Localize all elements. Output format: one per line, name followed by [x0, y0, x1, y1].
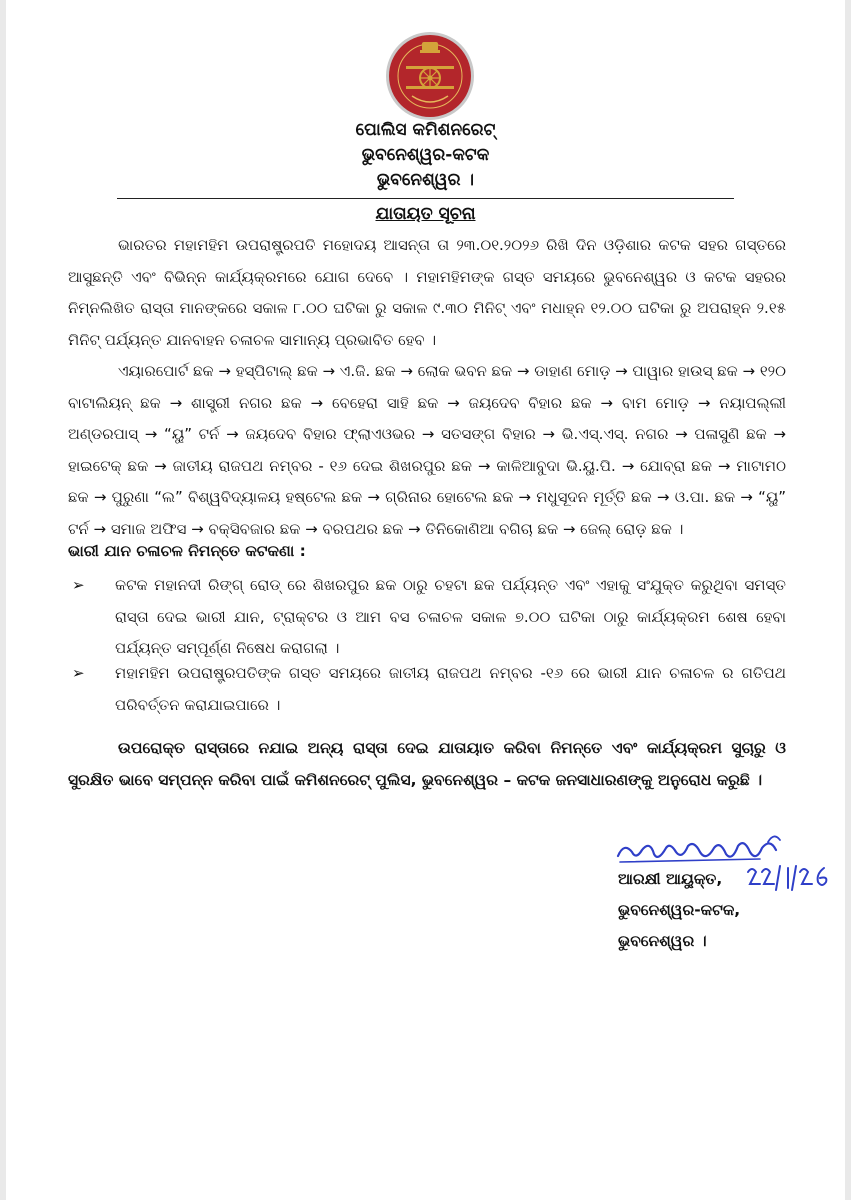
restriction-item [68, 570, 786, 665]
header-city: ଭୁବନେଶ୍ୱର । [376, 170, 475, 190]
header-jurisdiction: ଭୁବନେଶ୍ୱର-କଟକ [361, 145, 490, 165]
police-emblem-logo [384, 30, 476, 122]
notice-paragraph-route: ଏୟାରପୋର୍ଟ ଛକ → ହସ୍ପିଟାଲ୍ ଛକ → ଏ.ଜି. ଛକ → ଲୋକ ଭବନ ଛକ → ଡାହାଣ ମୋଡ଼ → ପାୱାର ହାଉସ୍ ଛକ → ୧୨୦ ବାଟାଲିୟନ୍ ଛକ → ଶାସ୍ତ୍ରୀ ନଗର ଛକ → ବେହେରା ସାହି ଛକ → ଜୟଦେବ ବିହାର ଛକ → ବାମ ମୋଡ଼ → ନୟାପଲ୍ଲୀ ଅଣ୍ଡରପାସ୍ → “ୟୁ” ଟର୍ନ → ଜୟଦେବ ବିହାର ଫ୍ଲାଏଓଭର → ସତସଙ୍ଗ ବିହାର → ଭି.ଏସ୍.ଏସ୍. ନଗର → ପଳାସୁଣି ଛକ → ହାଇଟେକ୍ ଛକ → ଜାତୀୟ ରାଜପଥ ନମ୍ବର - ୧୬ ଦେଇ ଶିଖରପୁର ଛକ → କାଳିଆବୁଦା ଭି.ୟୁ.ପି. → ଯୋବ୍ରା ଛକ → ମାଟାମଠ ଛକ → ପୁରୁଣା “ଲ” ବିଶ୍ୱବିଦ୍ୟାଳୟ ହଷ୍ଟେଲ ଛକ → ଗ୍ରିନାର ହୋଟେଲ ଛକ → ମଧୁସୂଦନ ମୂର୍ତ୍ତି ଛକ → ଓ.ପା. ଛକ → “ୟୁ” ଟର୍ନ → ସମାଜ ଅଫିସ → ବକ୍ସିବଜାର ଛକ → ବରପଥର ଛକ → ତିନିକୋଣିଆ ବଗିଚା ଛକ → ଜେଲ୍ ରୋଡ଼ ଛକ । [68, 362, 787, 538]
signatory-block [618, 864, 740, 957]
bullet-arrow-icon: ➢ [72, 576, 85, 594]
restriction-item [68, 658, 786, 721]
heavy-vehicle-heading: ଭାରୀ ଯାନ ଚଳାଚଳ ନିମନ୍ତେ କଟକଣା : [68, 542, 306, 560]
office-header [0, 118, 851, 193]
notice-paragraph-visit: ଭାରତର ମହାମହିମ ଉପରାଷ୍ଟ୍ରପତି ମହୋଦୟ ଆସନ୍ତା ତା ୨୩.୦୧.୨୦୨୬ ରିଖି ଦିନ ଓଡ଼ିଶାର କଟକ ସହର ଗସ୍ତରେ ଆସୁଛନ୍ତି ଏବଂ ବିଭିନ୍ନ କାର୍ଯ୍ୟକ୍ରମରେ ଯୋଗ ଦେବେ । ମହାମହିମଙ୍କ ଗସ୍ତ ସମୟରେ ଭୁବନେଶ୍ୱର ଓ କଟକ ସହରର ନିମ୍ନଲିଖିତ ରାସ୍ତା ମାନଙ୍କରେ ସକାଳ ୮.୦୦ ଘଟିକା ରୁ ସକାଳ ୯.୩୦ ମିନିଟ୍ ଏବଂ ମଧାହ୍ନ ୧୨.୦୦ ଘଟିକା ରୁ ଅପରାହ୍ନ ୨.୧୫ ମିନିଟ୍ ପର୍ଯ୍ୟନ୍ତ ଯାନବାହନ ଚଳାଚଳ ସାମାନ୍ୟ ପ୍ରଭାବିତ ହେବ । [68, 236, 786, 349]
signatory-designation: ଆରକ୍ଷୀ ଆୟୁକ୍ତ, [618, 870, 723, 888]
header-divider [117, 198, 734, 199]
signatory-jurisdiction: ଭୁବନେଶ୍ୱର-କଟକ, [618, 901, 741, 919]
bullet-arrow-icon: ➢ [72, 664, 85, 682]
restriction-text: ମହାମହିମ ଉପରାଷ୍ଟ୍ରପତିଙ୍କ ଗସ୍ତ ସମୟରେ ଜାତୀୟ ରାଜପଥ ନମ୍ବର -୧୬ ରେ ଭାରୀ ଯାନ ଚଳାଚଳ ର ଗତିପଥ ପରିବର୍ତ୍ତନ କରାଯାଇପାରେ । [115, 664, 786, 714]
notice-title: ଯାତାୟତ ସୂଚନା [375, 204, 476, 224]
header-office-name: ପୋଲିସ କମିଶନରେଟ୍ [355, 120, 496, 140]
public-appeal: ଉପରୋକ୍ତ ରାସ୍ତାରେ ନଯାଇ ଅନ୍ୟ ରାସ୍ତା ଦେଇ ଯାତାୟାତ କରିବା ନିମନ୍ତେ ଏବଂ କାର୍ଯ୍ୟକ୍ରମ ସୁଚାରୁ ଓ ସୁରକ୍ଷିତ ଭାବେ ସମ୍ପନ୍ନ କରିବା ପାଇଁ କମିଶନରେଟ୍ ପୁଲିସ, ଭୁବନେଶ୍ୱର – କଟକ ଜନସାଧାରଣଙ୍କୁ ଅନୁରୋଧ କରୁଛି । [68, 739, 786, 789]
restriction-text: କଟକ ମହାନଦୀ ରିଙ୍ଗ୍ ରୋଡ୍ ରେ ଶିଖରପୁର ଛକ ଠାରୁ ଚହଟା ଛକ ପର୍ଯ୍ୟନ୍ତ ଏବଂ ଏହାକୁ ସଂଯୁକ୍ତ କରୁଥିବା ସମସ୍ତ ରାସ୍ତା ଦେଇ ଭାରୀ ଯାନ, ଟ୍ରାକ୍ଟର ଓ ଆମ ବସ ଚଳାଚଳ ସକାଳ ୭.୦୦ ଘଟିକା ଠାରୁ କାର୍ଯ୍ୟକ୍ରମ ଶେଷ ହେବା ପର୍ଯ୍ୟନ୍ତ ସମ୍ପୂର୍ଣ୍ଣ ନିଷେଧ କରାଗଲା । [115, 576, 786, 657]
signatory-location: ଭୁବନେଶ୍ୱର । [618, 932, 707, 950]
